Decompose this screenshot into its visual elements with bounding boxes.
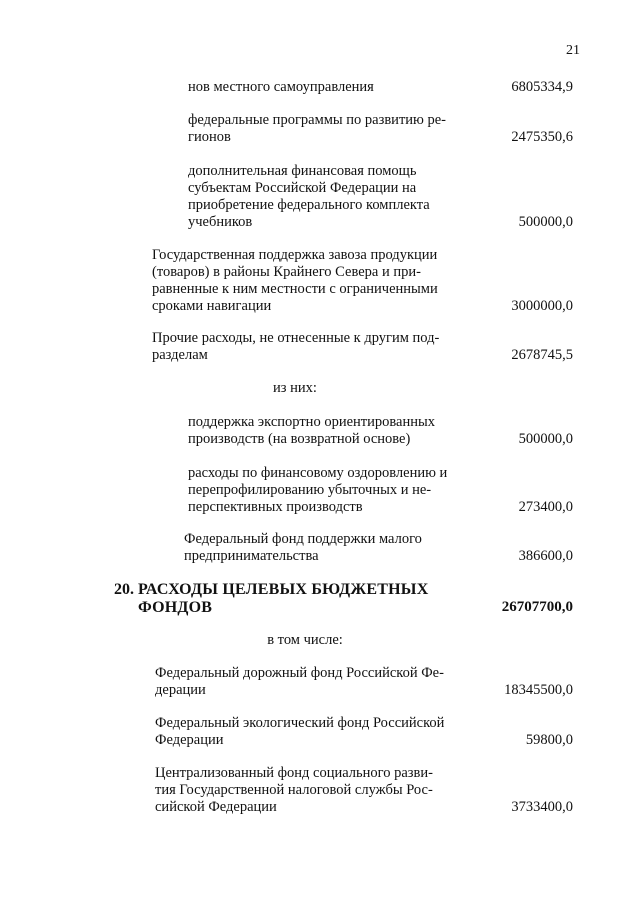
entry-amount: 2678745,5 <box>511 347 573 363</box>
entry-amount: 386600,0 <box>518 548 573 564</box>
entry-amount: 3000000,0 <box>511 298 573 314</box>
fund-entry-text: Федеральный дорожный фонд Российской Фе- дерации <box>155 665 444 698</box>
entry-amount: 6805334,9 <box>511 79 573 95</box>
entry-amount: 273400,0 <box>518 499 573 515</box>
fund-entry-text: Федеральный экологический фонд Российской Федерации <box>155 715 445 748</box>
section-title: РАСХОДЫ ЦЕЛЕВЫХ БЮДЖЕТНЫХ ФОНДОВ <box>138 581 429 616</box>
fund-entry-amount: 18345500,0 <box>504 682 573 698</box>
fund-entry-amount: 59800,0 <box>525 732 573 748</box>
entry-amount: 500000,0 <box>518 431 573 447</box>
entry-text: дополнительная финансовая помощь субъектам Российской Федерации на приобретение федерального комплекта учебников <box>188 163 430 230</box>
subheading-of-them: из них: <box>273 380 317 396</box>
fund-entry-amount: 3733400,0 <box>511 799 573 815</box>
entry-text: расходы по финансовому оздоровлению и перепрофилированию убыточных и не- перспективных производств <box>188 465 448 515</box>
entry-text: Государственная поддержка завоза продукции (товаров) в районы Крайнего Севера и при- равненные к ним местности с ограниченными сроками навигации <box>152 247 438 314</box>
entry-text: Прочие расходы, не отнесенные к другим под- разделам <box>152 330 440 363</box>
entry-amount: 500000,0 <box>518 214 573 230</box>
entry-text: нов местного самоуправления <box>188 79 374 95</box>
entry-text: Федеральный фонд поддержки малого предпринимательства <box>184 531 422 564</box>
entry-amount: 2475350,6 <box>511 129 573 145</box>
section-number: 20. <box>114 581 134 598</box>
section-amount: 26707700,0 <box>501 599 573 615</box>
fund-entry-text: Централизованный фонд социального разви- тия Государственной налоговой службы Рос- сийской Федерации <box>155 765 433 815</box>
entry-text: федеральные программы по развитию ре- гионов <box>188 112 447 145</box>
entry-text: поддержка экспортно ориентированных производств (на возвратной основе) <box>188 414 435 447</box>
subheading-including: в том числе: <box>267 632 343 648</box>
page-number: 21 <box>566 43 580 58</box>
